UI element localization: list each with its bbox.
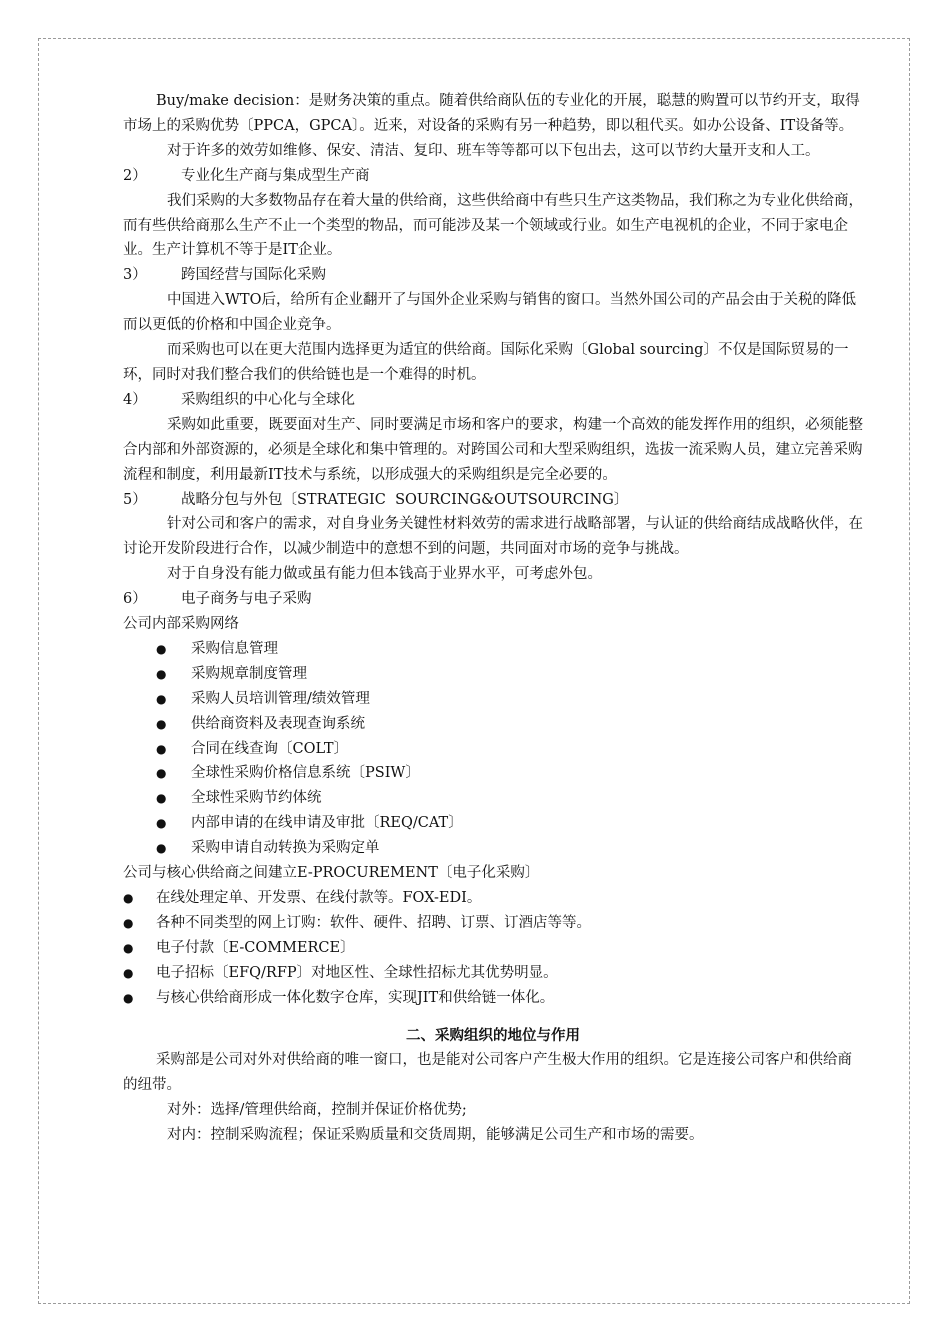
paragraph-global-sourcing: 而采购也可以在更大范围内选择更为适宜的供给商。国际化采购〔Global sourcing〕不仅是国际贸易的一环，同时对我们整合我们的供给链也是一个难得的时机。 — [123, 342, 849, 383]
list-item-text: 与核心供给商形成一体化数字仓库，实现JIT和供给链一体化。 — [156, 989, 555, 1006]
bullet-icon: ● — [156, 791, 167, 806]
list-item-text: 电子付款〔E-COMMERCE〕 — [156, 939, 355, 956]
heading-title: 采购组织的中心化与全球化 — [181, 391, 355, 408]
list-item-text: 采购人员培训管理/绩效管理 — [191, 690, 370, 707]
list-item — [123, 961, 863, 986]
list-item — [123, 662, 863, 687]
internal-list — [123, 637, 863, 861]
list-item-text: 内部申请的在线申请及审批〔REQ/CAT〕 — [191, 815, 463, 832]
list-item-text: 合同在线查询〔COLT〕 — [191, 740, 349, 757]
heading-3 — [123, 263, 863, 288]
bullet-icon: ● — [156, 841, 167, 856]
paragraph-outsourcing: 对于自身没有能力做或虽有能力但本钱高于业界水平，可考虑外包。 — [167, 566, 602, 583]
paragraph-role: 采购部是公司对外对供给商的唯一窗口，也是能对公司客户产生极大作用的组织。它是连接公司客户和供给商的纽带。 — [123, 1052, 852, 1094]
bullet-icon: ● — [156, 641, 167, 656]
paragraph-wto: 中国进入WTO后，给所有企业翻开了与国外企业采购与销售的窗口。当然外国公司的产品会由于关税的降低而以更低的价格和中国企业竞争。 — [123, 292, 856, 334]
list-item-text: 在线处理定单、开发票、在线付款等。FOX-EDI。 — [156, 890, 482, 906]
bullet-icon: ● — [156, 741, 167, 756]
internal-network-title: 公司内部采购网络 — [123, 616, 239, 633]
list-item — [123, 811, 863, 836]
bullet-icon: ● — [156, 691, 167, 706]
bullet-icon: ● — [156, 816, 167, 831]
list-item — [123, 836, 863, 861]
paragraph-specialization: 我们采购的大多数物品存在着大量的供给商，这些供给商中有些只生产这类物品，我们称之为专业化供给商，而有些供给商那么生产不止一个类型的物品，而可能涉及某一个领域或行业。如生产电视机的企业，不同于家电企业。生产计算机不等于是IT企业。 — [123, 192, 863, 259]
heading-5 — [123, 488, 863, 513]
list-item — [123, 637, 863, 662]
list-item-text: 各种不同类型的网上订购：软件、硬件、招聘、订票、订酒店等等。 — [156, 914, 591, 931]
paragraph-outsourcing-services: 对于许多的效劳如维修、保安、清洁、复印、班车等等都可以下包出去，这可以节约大量开支和人工。 — [167, 142, 820, 159]
list-item — [123, 687, 863, 712]
e-procurement-title: 公司与核心供给商之间建立E-PROCUREMENT〔电子化采购〕 — [123, 865, 540, 882]
heading-2 — [123, 164, 863, 189]
heading-number: 3） — [123, 267, 147, 284]
list-item-text: 全球性采购节约体统 — [191, 790, 322, 807]
heading-title: 跨国经营与国际化采购 — [181, 267, 326, 284]
list-item — [123, 886, 863, 911]
heading-number: 4） — [123, 391, 147, 408]
heading-title: 电子商务与电子采购 — [181, 591, 312, 608]
paragraph-strategic-sourcing: 针对公司和客户的需求，对自身业务关键性材料效劳的需求进行战略部署，与认证的供给商结成战略伙伴，在讨论开发阶段进行合作，以减少制造中的意想不到的问题，共同面对市场的竞争与挑战。 — [123, 516, 863, 558]
list-item-text: 采购申请自动转换为采购定单 — [191, 840, 380, 857]
bullet-icon: ● — [123, 965, 134, 980]
paragraph-internal-role: 对内：控制采购流程；保证采购质量和交货周期，能够满足公司生产和市场的需要。 — [167, 1127, 704, 1144]
list-item-text: 采购规章制度管理 — [191, 665, 307, 682]
document-body — [123, 89, 863, 1148]
heading-number: 5） — [123, 491, 147, 508]
list-item — [123, 761, 863, 786]
list-item-text: 电子招标〔EFQ/RFP〕对地区性、全球性招标尤其优势明显。 — [156, 964, 558, 981]
paragraph-external-role: 对外：选择/管理供给商，控制并保证价格优势; — [167, 1102, 467, 1119]
list-item-text: 全球性采购价格信息系统〔PSIW〕 — [191, 765, 420, 782]
list-item-text: 采购信息管理 — [191, 640, 278, 657]
list-item-text: 供给商资料及表现查询系统 — [191, 715, 365, 732]
list-item — [123, 786, 863, 811]
bullet-icon: ● — [123, 940, 134, 955]
heading-title: 专业化生产商与集成型生产商 — [181, 167, 370, 184]
bullet-icon: ● — [156, 666, 167, 681]
list-item — [123, 737, 863, 762]
heading-title: 战略分包与外包〔STRATEGIC SOURCING&OUTSOURCING〕 — [181, 491, 629, 508]
bullet-icon: ● — [123, 915, 134, 930]
list-item — [123, 986, 863, 1011]
heading-number: 2） — [123, 167, 147, 184]
list-item — [123, 712, 863, 737]
paragraph-buy-make: Buy/make decision：是财务决策的重点。随着供给商队伍的专业化的开展，聪慧的购置可以节约开支，取得市场上的采购优势〔PPCA，GPCA〕。近来，对设备的采购有另一种趋势，即以租代买。如办公设备、IT设备等。 — [123, 93, 860, 134]
bullet-icon: ● — [156, 716, 167, 731]
list-item — [123, 911, 863, 936]
heading-number: 6） — [123, 591, 147, 608]
section-title: 二、采购组织的地位与作用 — [406, 1027, 580, 1044]
external-list — [123, 886, 863, 1011]
bullet-icon: ● — [123, 990, 134, 1005]
bullet-icon: ● — [123, 891, 134, 905]
paragraph-centralization: 采购如此重要，既要面对生产、同时要满足市场和客户的要求，构建一个高效的能发挥作用的组织，必须能整合内部和外部资源的，必须是全球化和集中管理的。对跨国公司和大型采购组织，选拔一流采购人员，建立完善采购流程和制度，利用最新IT技术与系统，以形成强大的采购组织是完全必要的。 — [123, 416, 863, 483]
heading-4 — [123, 388, 863, 413]
bullet-icon: ● — [156, 766, 167, 781]
list-item — [123, 936, 863, 961]
heading-6 — [123, 587, 863, 612]
